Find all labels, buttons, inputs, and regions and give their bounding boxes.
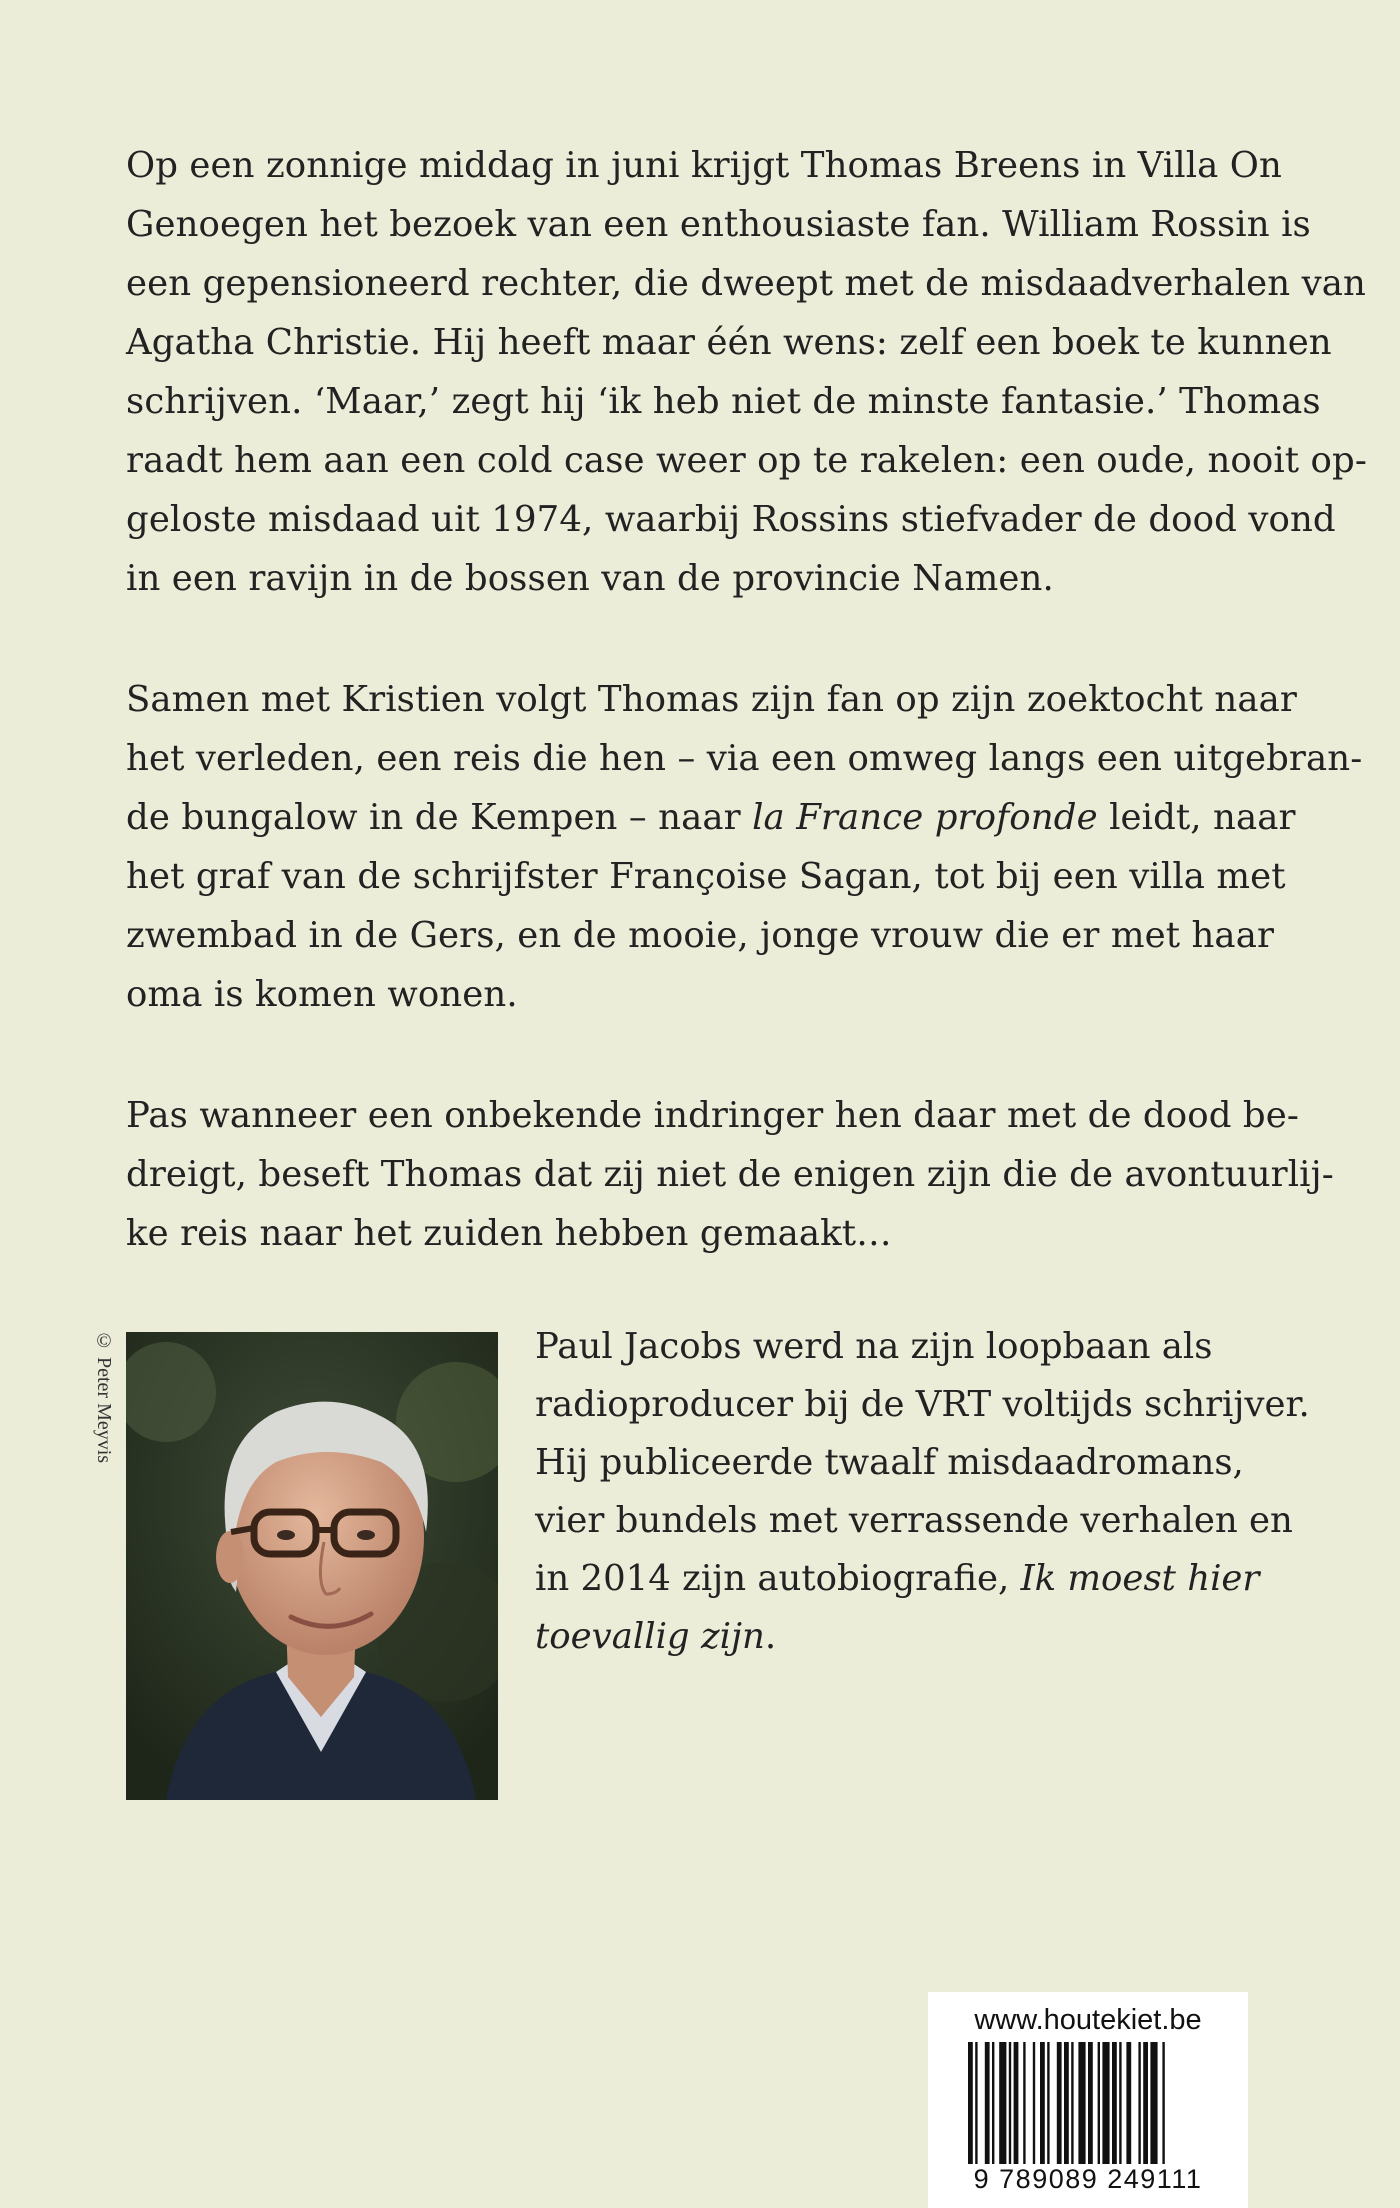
text-line: schrijven. ‘Maar,’ zegt hij ‘ik heb niet de minste fantasie.’ Thomas: [126, 381, 1321, 422]
text-line: Agatha Christie. Hij heeft maar één wens: zelf een boek te kunnen: [126, 322, 1332, 363]
barcode-icon: [968, 2042, 1208, 2164]
text-line: [535, 1608, 1295, 1666]
blurb: [126, 136, 1367, 1325]
text-line: het graf van de schrijfster Françoise Sagan, tot bij een villa met: [126, 856, 1286, 897]
barcode-panel: [928, 1992, 1248, 2208]
text-line: dreigt, beseft Thomas dat zij niet de enigen zijn die de avontuurlij-: [126, 1154, 1334, 1195]
text-line: een gepensioneerd rechter, die dweept met de misdaadverhalen van: [126, 263, 1367, 304]
blurb-paragraph-2: [126, 670, 1363, 1024]
blurb-paragraph-1: [126, 136, 1367, 608]
blurb-paragraph-3: [126, 1086, 1334, 1263]
text-line: geloste misdaad uit 1974, waarbij Rossins stiefvader de dood vond: [126, 499, 1336, 540]
publisher-url: www.houtekiet.be: [974, 2004, 1202, 2036]
text-line: oma is komen wonen.: [126, 974, 518, 1015]
isbn-number: 9 789089 249111: [973, 2164, 1203, 2194]
author-photo: [126, 1332, 498, 1800]
text-line: Samen met Kristien volgt Thomas zijn fan op zijn zoektocht naar: [126, 679, 1297, 720]
text-line: radioproducer bij de VRT voltijds schrijver.: [535, 1384, 1310, 1425]
text-fragment: leidt, naar: [1097, 797, 1296, 838]
text-fragment: in 2014 zijn autobiografie,: [535, 1558, 1021, 1599]
text-line: het verleden, een reis die hen – via een omweg langs een uitgebran-: [126, 738, 1363, 779]
text-line: Paul Jacobs werd na zijn loopbaan als: [535, 1326, 1213, 1367]
text-line: Pas wanneer een onbekende indringer hen daar met de dood be-: [126, 1095, 1299, 1136]
italic-title: toevallig zijn: [535, 1616, 765, 1657]
text-line: vier bundels met verrassende verhalen en: [535, 1500, 1293, 1541]
text-line: Op een zonnige middag in juni krijgt Thomas Breens in Villa On: [126, 145, 1282, 186]
author-bio: [535, 1318, 1310, 1666]
text-line: raadt hem aan een cold case weer op te rakelen: een oude, nooit op-: [126, 440, 1367, 481]
text-line: [535, 1550, 1295, 1608]
text-line: Genoegen het bezoek van een enthousiaste fan. William Rossin is: [126, 204, 1311, 245]
italic-title: la France profonde: [752, 797, 1098, 838]
author-portrait-illustration: [126, 1332, 498, 1800]
text-line: ke reis naar het zuiden hebben gemaakt…: [126, 1213, 892, 1254]
photo-credit: © Peter Meyvis: [93, 1330, 115, 1464]
text-line: [126, 788, 1296, 847]
italic-title: Ik moest hier: [1020, 1558, 1260, 1599]
text-line: zwembad in de Gers, en de mooie, jonge vrouw die er met haar: [126, 915, 1275, 956]
text-line: Hij publiceerde twaalf misdaadromans,: [535, 1442, 1244, 1483]
text-fragment: de bungalow in de Kempen – naar: [126, 797, 753, 838]
text-fragment: .: [764, 1616, 777, 1657]
text-line: in een ravijn in de bossen van de provincie Namen.: [126, 558, 1054, 599]
